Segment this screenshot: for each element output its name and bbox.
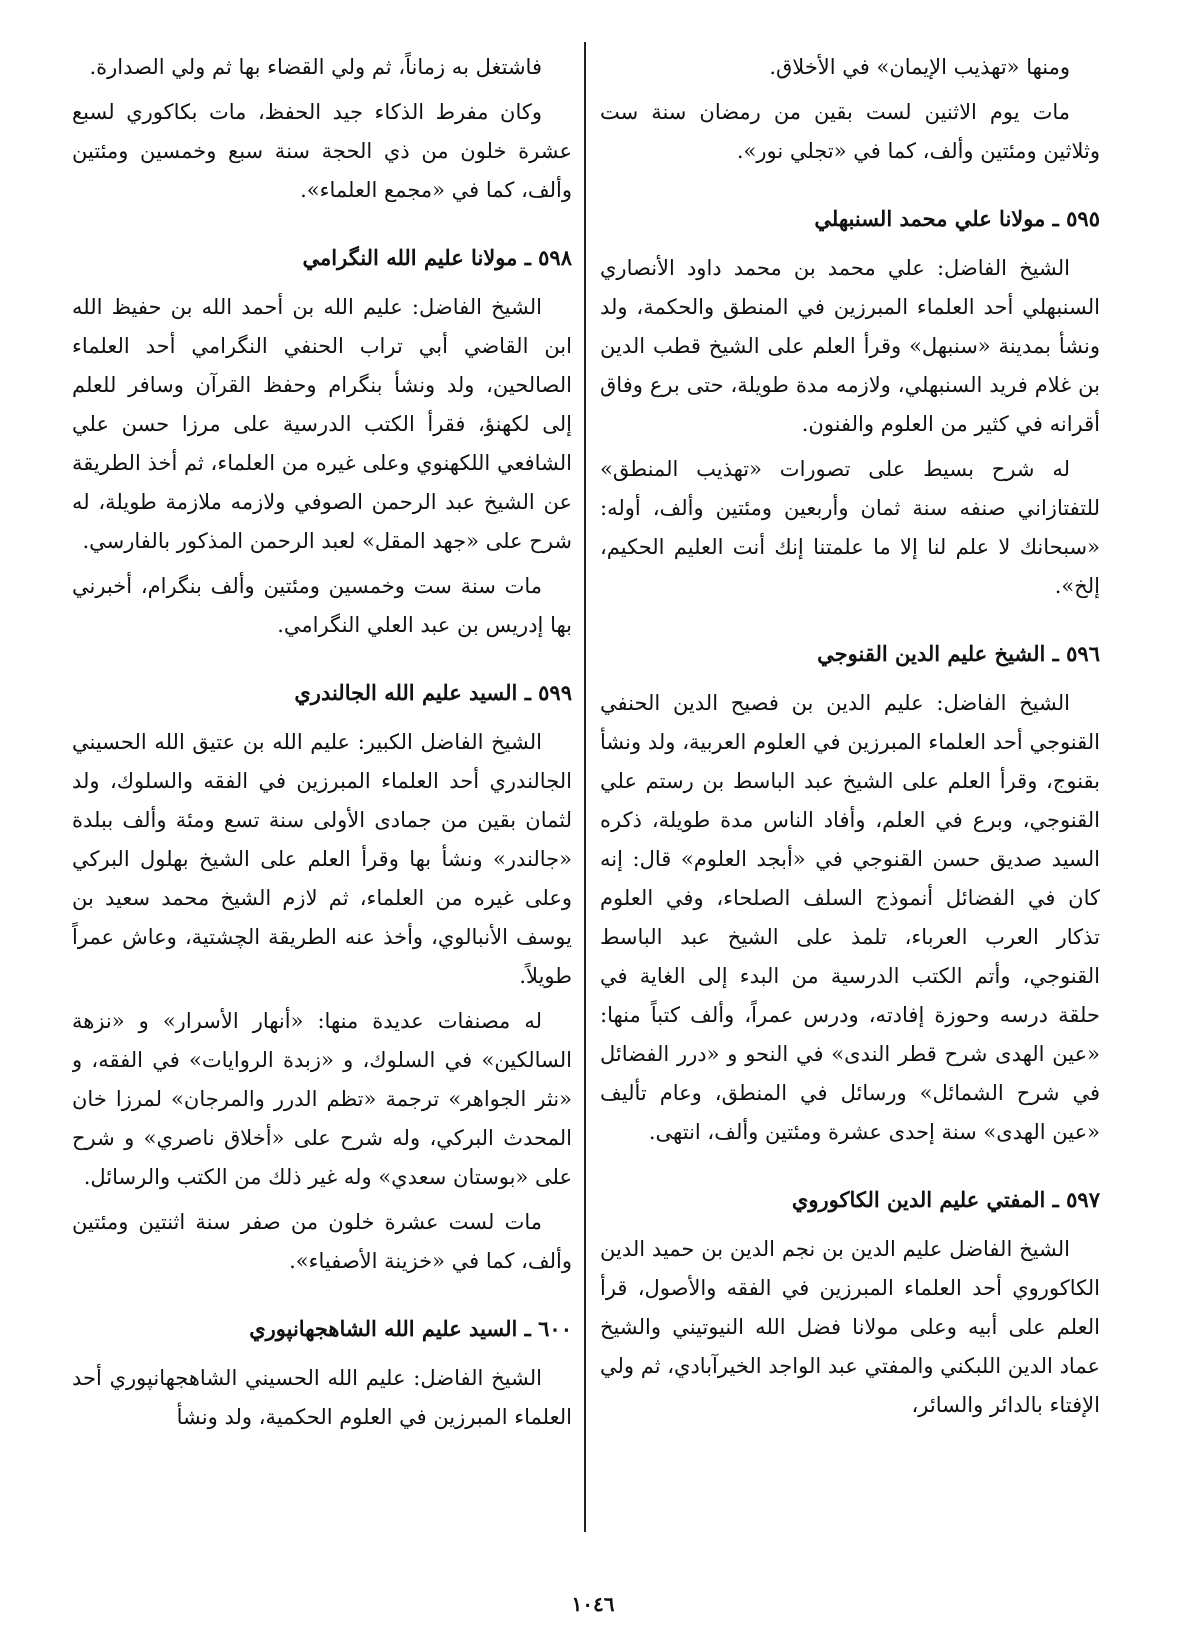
paragraph: الشيخ الفاضل: علي محمد بن محمد داود الأنصاري السنبهلي أحد العلماء المبرزين في المنطق والحكمة، ولد ونشأ بمدينة «سنبهل» وقرأ العلم على الشيخ قطب الدين بن غلام فريد السنبهلي، ولازمه مدة طويلة، حتى برع وفاق أقرانه في كثير من العلوم والفنون. xyxy=(600,256,1100,436)
paragraph: الشيخ الفاضل: عليم الله الحسيني الشاهجهانپوري أحد العلماء المبرزين في العلوم الحكمية، ولد ونشأ xyxy=(72,1366,572,1429)
entry-heading: ٥٩٩ ـ السيد عليم الله الجالندري xyxy=(294,680,572,705)
paragraph: فاشتغل به زماناً، ثم ولي القضاء بها ثم ولي الصدارة. xyxy=(89,55,542,79)
paragraph: مات لست عشرة خلون من صفر سنة اثنتين ومئتين وألف، كما في «خزينة الأصفياء». xyxy=(72,1210,572,1273)
left-column xyxy=(72,48,572,1578)
paragraph: له شرح بسيط على تصورات «تهذيب المنطق» للتفتازاني صنفه سنة ثمان وأربعين ومئتين وألف، أوله: «سبحانك لا علم لنا إلا ما علمتنا إنك أنت العليم الحكيم، إلخ». xyxy=(600,457,1100,598)
paragraph: ومنها «تهذيب الإيمان» في الأخلاق. xyxy=(769,55,1070,79)
paragraph: مات يوم الاثنين لست بقين من رمضان سنة ست وثلاثين ومئتين وألف، كما في «تجلي نور». xyxy=(600,100,1100,163)
entry-heading: ٥٩٨ ـ مولانا عليم الله النگرامي xyxy=(302,245,572,270)
paragraph: الشيخ الفاضل: عليم الدين بن فصيح الدين الحنفي القنوجي أحد العلماء المبرزين في العلوم العربية، ولد ونشأ بقنوج، وقرأ العلم على الشيخ عبد الباسط بن رستم علي القنوجي، وبرع في العلم، وأفاد الناس مدة طويلة، ذكره السيد صديق حسن القنوجي في «أبجد العلوم» قال: إنه كان في الفضائل أنموذج السلف الصلحاء، وفي العلوم تذكار العرب العرباء، تلمذ على الشيخ عبد الباسط القنوجي، وأتم الكتب الدرسية من البدء إلى الغاية في حلقة درسه وحوزة إفادته، ودرس عمراً، وألف كتباً منها: «عين الهدى شرح قطر الندى» في النحو و «درر الفضائل في شرح الشمائل» ورسائل في المنطق، وعام تأليف «عين الهدى» سنة إحدى عشرة ومئتين وألف، انتهى. xyxy=(600,691,1100,1144)
page-number: ١٠٤٦ xyxy=(571,1592,615,1616)
entry-heading: ٥٩٥ ـ مولانا علي محمد السنبهلي xyxy=(814,206,1100,231)
paragraph: الشيخ الفاضل الكبير: عليم الله بن عتيق الله الحسيني الجالندري أحد العلماء المبرزين في الفقه والسلوك، ولد لثمان بقين من جمادى الأولى سنة تسع ومئة وألف ببلدة «جالندر» ونشأ بها وقرأ العلم على الشيخ بهلول البركي وعلى غيره من العلماء، ثم لازم الشيخ محمد سعيد بن يوسف الأنبالوي، وأخذ عنه الطريقة الچشتية، وعاش عمراً طويلاً. xyxy=(72,730,572,988)
column-divider xyxy=(584,42,586,1532)
paragraph: مات سنة ست وخمسين ومئتين وألف بنگرام، أخبرني بها إدريس بن عبد العلي النگرامي. xyxy=(72,574,572,637)
paragraph: وكان مفرط الذكاء جيد الحفظ، مات بكاكوري لسبع عشرة خلون من ذي الحجة سنة سبع وخمسين ومئتين وألف، كما في «مجمع العلماء». xyxy=(72,100,572,202)
entry-heading: ٦٠٠ ـ السيد عليم الله الشاهجهانپوري xyxy=(249,1316,572,1341)
paragraph: الشيخ الفاضل عليم الدين بن نجم الدين بن حميد الدين الكاكوروي أحد العلماء المبرزين في الفقه والأصول، قرأ العلم على أبيه وعلى مولانا فضل الله النيوتيني والشيخ عماد الدين اللبكني والمفتي عبد الواجد الخيرآبادي، ثم ولي الإفتاء بالدائر والسائر، xyxy=(600,1237,1100,1417)
entry-heading: ٥٩٦ ـ الشيخ عليم الدين القنوجي xyxy=(817,641,1100,666)
right-column xyxy=(600,48,1100,1578)
paragraph: الشيخ الفاضل: عليم الله بن أحمد الله بن حفيظ الله ابن القاضي أبي تراب الحنفي النگرامي أحد العلماء الصالحين، ولد ونشأ بنگرام وحفظ القرآن وسافر للعلم إلى لكهنؤ، فقرأ الكتب الدرسية على مرزا حسن علي الشافعي اللكهنوي وعلى غيره من العلماء، ثم أخذ الطريقة عن الشيخ عبد الرحمن الصوفي ولازمه ملازمة طويلة، له شرح على «جهد المقل» لعبد الرحمن المذكور بالفارسي. xyxy=(72,295,572,553)
entry-heading: ٥٩٧ ـ المفتي عليم الدين الكاكوروي xyxy=(791,1187,1100,1212)
paragraph: له مصنفات عديدة منها: «أنهار الأسرار» و «نزهة السالكين» في السلوك، و «زبدة الروايات» في الفقه، و «نثر الجواهر» ترجمة «تظم الدرر والمرجان» لمرزا خان المحدث البركي، وله شرح على «أخلاق ناصري» و شرح على «بوستان سعدي» وله غير ذلك من الكتب والرسائل. xyxy=(72,1009,572,1189)
